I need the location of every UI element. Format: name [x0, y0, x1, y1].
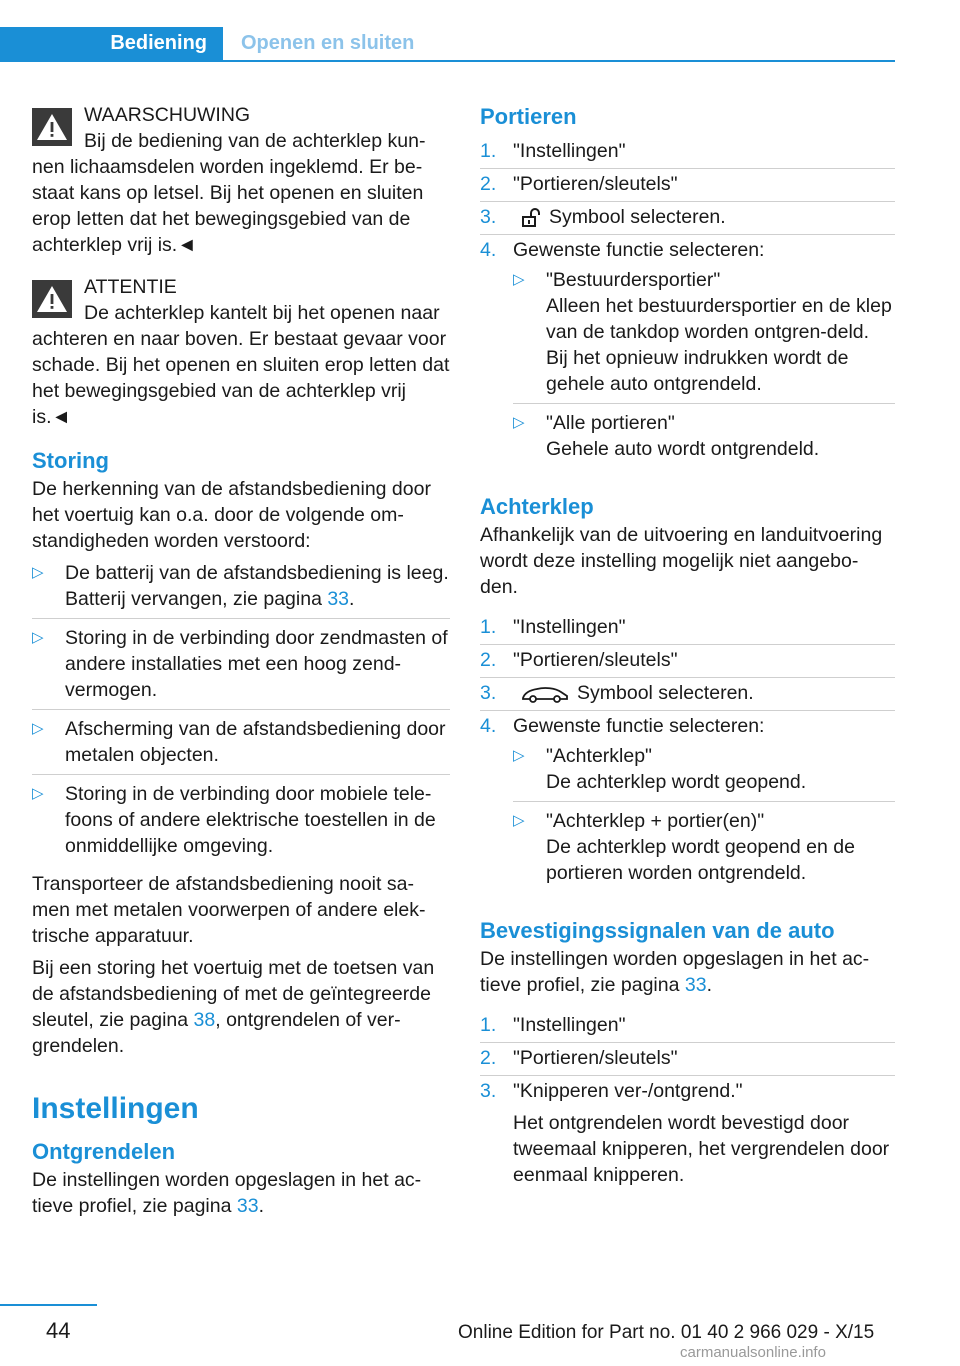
storing-list: [32, 560, 450, 865]
option-list: [513, 267, 895, 468]
list-item-suffix: .: [349, 588, 355, 610]
option-desc: De achterklep wordt geopend en de portieren worden ontgrendeld.: [546, 836, 855, 884]
bullet-marker: ▷: [513, 812, 525, 829]
option-desc: De achterklep wordt geopend.: [546, 771, 807, 793]
car-tailgate-icon: [521, 684, 569, 704]
list-item-text: De batterij van de afstandsbediening is leeg. Batterij vervangen, zie pagina: [65, 562, 449, 610]
page-link[interactable]: 33: [684, 974, 707, 996]
option-title: "Alle portieren": [546, 412, 675, 434]
warning-triangle-icon: [32, 108, 72, 146]
tab-openen-en-sluiten[interactable]: Openen en sluiten: [241, 32, 415, 54]
footer-rule: [0, 1304, 97, 1306]
page-number: 44: [46, 1318, 71, 1343]
step-text: Gewenste functie selecteren:: [513, 239, 765, 261]
warning-first-line: Bij de bediening van de achterklep kun-: [84, 130, 426, 152]
step-desc: Het ontgrendelen wordt bevestigd door tweemaal knipperen, het vergrendelen door eenmaal knipperen.: [513, 1112, 890, 1186]
heading-achterklep: Achterklep: [480, 494, 594, 519]
attention-text: achteren en naar boven. Er bestaat gevaar voor schade. Bij het openen en sluiten erop letten dat het bewegingsgebied van de achterklep vrij is.◄: [32, 328, 450, 428]
heading-bevestigingssignalen: Bevestigingssignalen van de auto: [480, 918, 835, 943]
option-item: [513, 410, 895, 468]
step-item: [480, 680, 895, 711]
step-text: "Instellingen": [513, 1014, 626, 1036]
heading-instellingen: Instellingen: [32, 1092, 199, 1125]
page-header: [0, 27, 895, 62]
step-number: 3.: [480, 682, 497, 704]
ontgrendelen-text: [32, 1167, 450, 1219]
warning-title: WAARSCHUWING: [84, 104, 251, 126]
para-text: De instellingen worden opgeslagen in het ac-tieve profiel, zie pagina: [32, 1169, 422, 1217]
option-title: "Achterklep": [546, 745, 652, 767]
para-text: .: [258, 1195, 264, 1217]
step-item: [480, 1012, 895, 1043]
step-number: 4.: [480, 239, 497, 261]
step-number: 3.: [480, 1080, 497, 1102]
option-item: [513, 743, 895, 802]
list-item: [32, 781, 450, 865]
bullet-marker: ▷: [32, 720, 44, 737]
page-link[interactable]: 33: [236, 1195, 259, 1217]
step-item: [480, 237, 895, 478]
step-item: [480, 171, 895, 202]
tab-bediening[interactable]: Bediening: [0, 27, 223, 60]
step-item: [480, 647, 895, 678]
page-link[interactable]: 33: [327, 588, 350, 610]
step-text: "Instellingen": [513, 616, 626, 638]
step-text: "Instellingen": [513, 140, 626, 162]
bullet-marker: ▷: [32, 564, 44, 581]
para-text: .: [706, 974, 712, 996]
step-number: 2.: [480, 649, 497, 671]
option-desc: Gehele auto wordt ontgrendeld.: [546, 438, 820, 460]
option-title: "Bestuurdersportier": [546, 269, 721, 291]
bullet-marker: ▷: [32, 785, 44, 802]
list-item: [32, 625, 450, 710]
step-text: Symbool selecteren.: [549, 206, 726, 228]
step-number: 4.: [480, 715, 497, 737]
bullet-marker: ▷: [513, 414, 525, 431]
right-column: [480, 102, 895, 1200]
step-item: [480, 713, 895, 902]
warning-triangle-icon: [32, 280, 72, 318]
storing-intro: De herkenning van de afstandsbediening door het voertuig kan o.a. door de volgende om-standigheden worden verstoord:: [32, 478, 431, 552]
step-number: 2.: [480, 1047, 497, 1069]
warning-block-2: [32, 274, 450, 430]
bullet-marker: ▷: [513, 747, 525, 764]
storing-para-2: [32, 955, 450, 1059]
step-item: [480, 204, 895, 235]
list-item: [32, 560, 450, 619]
bevestiging-steps: [480, 1012, 895, 1192]
step-number: 2.: [480, 173, 497, 195]
bevestiging-text: [480, 946, 895, 998]
step-number: 3.: [480, 206, 497, 228]
heading-portieren: Portieren: [480, 104, 577, 129]
edition-note: Online Edition for Part no. 01 40 2 966 029 - X/15: [458, 1322, 875, 1343]
header-rule: [0, 60, 895, 62]
option-title: "Achterklep + portier(en)": [546, 810, 765, 832]
option-item: [513, 808, 895, 892]
para-text: , ontgrendelen of ver-grendelen.: [32, 1009, 401, 1057]
step-text: "Portieren/sleutels": [513, 1047, 678, 1069]
heading-storing: Storing: [32, 448, 109, 473]
step-item: [480, 1078, 895, 1192]
achterklep-steps: [480, 614, 895, 902]
option-desc: Alleen het bestuurdersportier en de klep van de tankdop worden ontgren-deld. Bij het opnieuw indrukken wordt de gehele auto ontgrendeld.: [546, 295, 892, 395]
watermark: carmanualsonline.info: [680, 1344, 826, 1361]
bullet-marker: ▷: [32, 629, 44, 646]
step-number: 1.: [480, 616, 497, 638]
step-item: [480, 614, 895, 645]
left-column: [32, 102, 450, 1219]
step-item: [480, 138, 895, 169]
step-number: 1.: [480, 1014, 497, 1036]
step-text: Symbool selecteren.: [577, 682, 754, 704]
para-text: Bij een storing het voertuig met de toetsen van de afstandsbediening of met de geïntegreerde sleutel, zie pagina: [32, 957, 435, 1031]
heading-ontgrendelen: Ontgrendelen: [32, 1139, 176, 1164]
option-list: [513, 743, 895, 892]
bullet-marker: ▷: [513, 271, 525, 288]
para-text: De instellingen worden opgeslagen in het ac-tieve profiel, zie pagina: [480, 948, 870, 996]
step-text: Gewenste functie selecteren:: [513, 715, 765, 737]
storing-para-1: Transporteer de afstandsbediening nooit sa-men met metalen voorwerpen of andere elek-trische apparatuur.: [32, 873, 426, 947]
step-number: 1.: [480, 140, 497, 162]
unlock-icon: [521, 208, 541, 228]
option-item: [513, 267, 895, 404]
achterklep-intro: Afhankelijk van de uitvoering en landuitvoering wordt deze instelling mogelijk niet aangebo-den.: [480, 524, 883, 598]
list-item-text: Storing in de verbinding door zendmasten of andere installaties met een hoog zend-vermogen.: [65, 627, 448, 701]
step-item: [480, 1045, 895, 1076]
list-item: [32, 716, 450, 775]
warning-text: nen lichaamsdelen worden ingeklemd. Er be-staat kans op letsel. Bij het openen en sluiten erop letten dat het bewegingsgebied van de achterklep vrij is.◄: [32, 156, 424, 256]
list-item-text: Afscherming van de afstandsbediening door metalen objecten.: [65, 718, 446, 766]
attention-title: ATTENTIE: [84, 276, 177, 298]
step-text: "Knipperen ver-/ontgrend.": [513, 1080, 743, 1102]
step-text: "Portieren/sleutels": [513, 649, 678, 671]
page-link[interactable]: 38: [193, 1009, 216, 1031]
portieren-steps: [480, 138, 895, 478]
step-text: "Portieren/sleutels": [513, 173, 678, 195]
warning-block-1: [32, 102, 450, 258]
attention-first-line: De achterklep kantelt bij het openen naar: [84, 302, 440, 324]
list-item-text: Storing in de verbinding door mobiele tele-foons of andere elektrische toestellen in de onmiddellijke omgeving.: [65, 783, 436, 857]
